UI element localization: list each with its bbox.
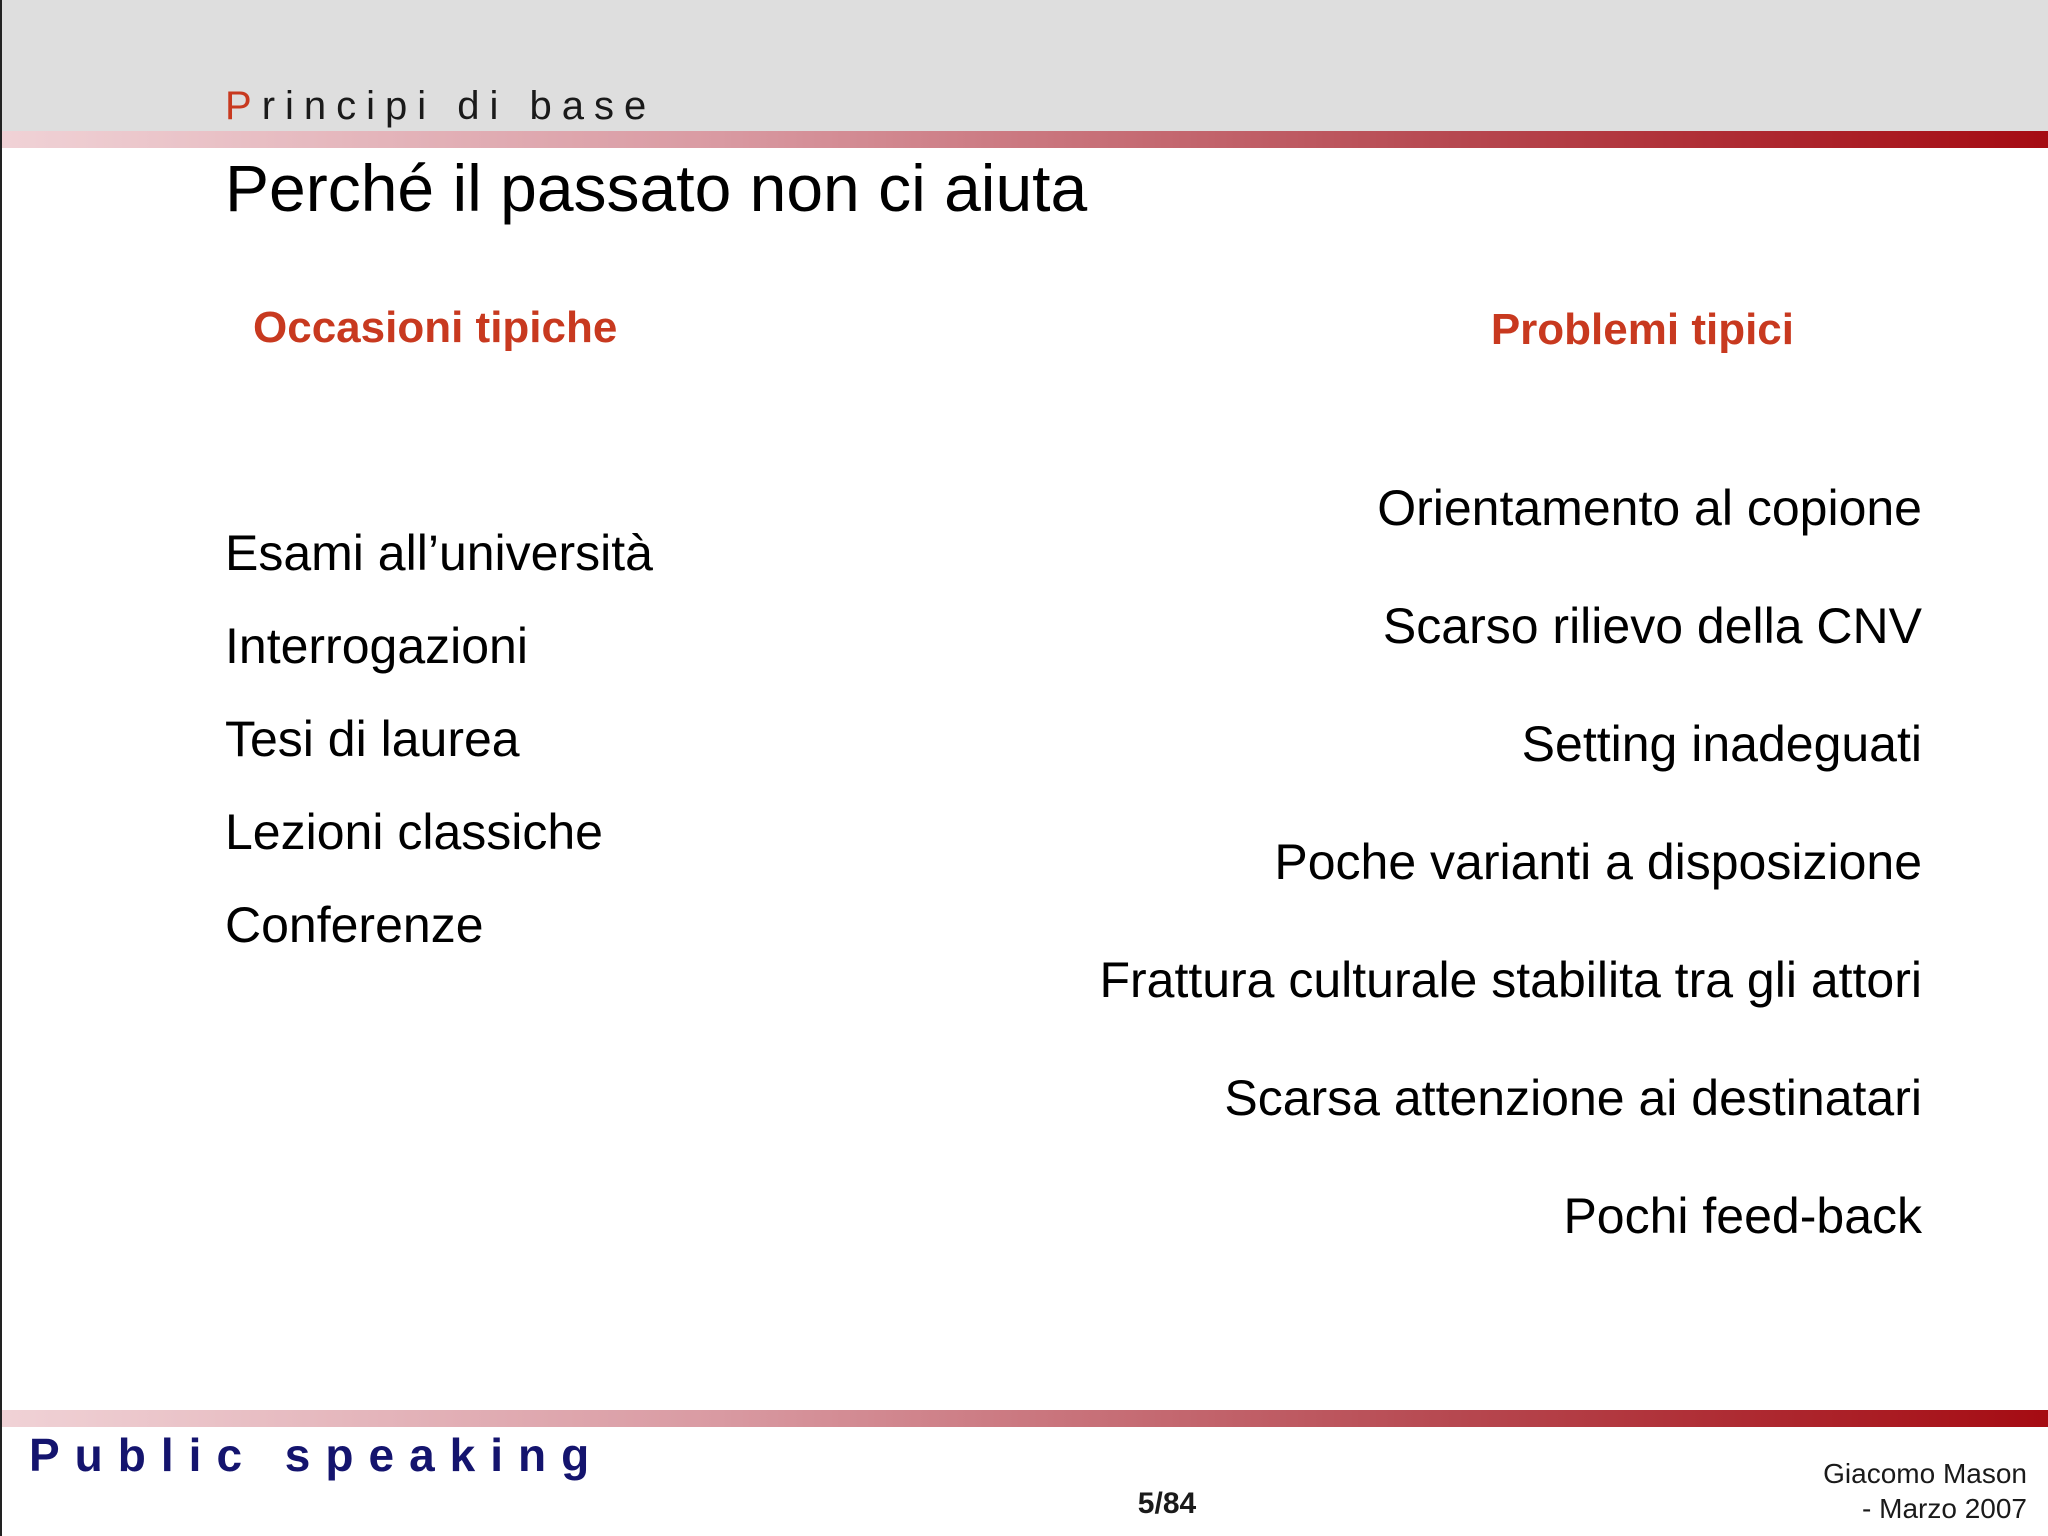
section-label-rest: rincipi di base xyxy=(261,84,657,128)
list-item: Interrogazioni xyxy=(225,618,528,674)
presentation-date: - Marzo 2007 xyxy=(1862,1493,2027,1524)
footer-divider xyxy=(2,1410,2048,1427)
list-item: Frattura culturale stabilita tra gli attori xyxy=(1099,952,1922,1008)
header-divider xyxy=(2,131,2048,148)
list-item: Setting inadeguati xyxy=(1521,716,1922,772)
list-item: Esami all’università xyxy=(225,525,653,581)
section-label-initial: P xyxy=(225,84,262,128)
occasions-list xyxy=(225,520,653,985)
list-item: Scarsa attenzione ai destinatari xyxy=(1224,1070,1922,1126)
list-item: Poche varianti a disposizione xyxy=(1274,834,1922,890)
section-label xyxy=(225,84,656,129)
list-item: Pochi feed-back xyxy=(1563,1188,1922,1244)
left-column-heading: Occasioni tipiche xyxy=(253,303,618,352)
slide-title: Perché il passato non ci aiuta xyxy=(225,151,1088,225)
right-column-heading: Problemi tipici xyxy=(1490,305,1794,354)
author-name: Giacomo Mason xyxy=(1823,1458,2027,1489)
page-number: 5/84 xyxy=(1137,1487,1197,1520)
problems-list xyxy=(1099,475,1922,1301)
footer-title: Public speaking xyxy=(29,1429,605,1481)
list-item: Scarso rilievo della CNV xyxy=(1382,598,1922,654)
list-item: Tesi di laurea xyxy=(225,711,520,767)
list-item: Conferenze xyxy=(225,897,484,953)
list-item: Orientamento al copione xyxy=(1377,480,1922,536)
footer-author-block xyxy=(1823,1456,2027,1526)
list-item: Lezioni classiche xyxy=(225,804,603,860)
